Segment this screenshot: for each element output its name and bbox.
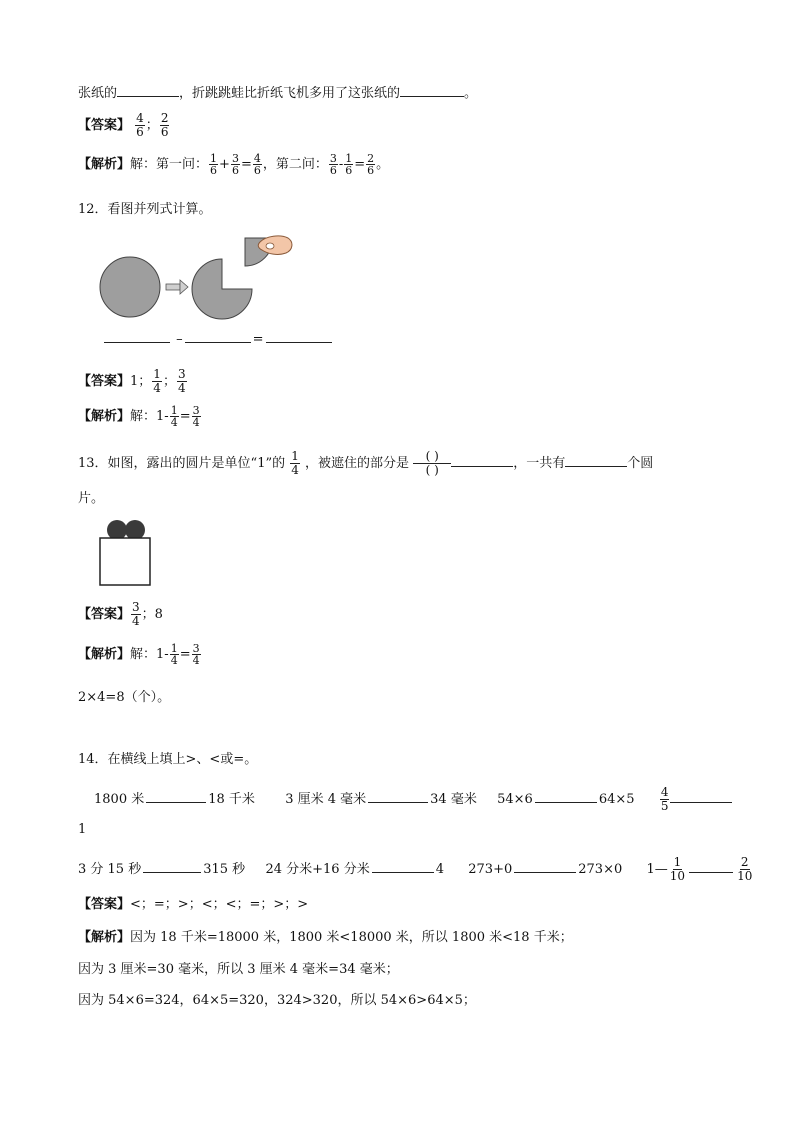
answer-tag: 【答案】 [78, 897, 131, 912]
fraction: $\frac{2}{6}$ [367, 152, 375, 177]
q12-analysis [78, 405, 202, 428]
equals-sign: = [354, 157, 366, 172]
analysis-lead: 解：1- [130, 647, 169, 662]
q14-blank [689, 872, 733, 873]
analysis-lead: 解：1- [130, 409, 169, 424]
q14-item: 24 分米+16 分米 [265, 862, 370, 877]
q11-text-2: ，折跳跳蛙比折纸飞机多用了这张纸的 [179, 86, 401, 101]
q11-continuation-line [78, 82, 477, 101]
analysis-tag: 【解析】 [78, 157, 131, 172]
q14-item: 315 秒 [203, 862, 246, 877]
fraction: $\frac{1}{4}$ [153, 367, 161, 395]
fraction: $\frac{1}{4}$ [170, 642, 178, 667]
analysis-tag: 【解析】 [78, 409, 131, 424]
q14-analysis-line-3: 因为 54×6=324，64×5=320，324>320，所以 54×6>64×5； [78, 993, 476, 1008]
minus-sign: — [654, 862, 668, 877]
q13-blank-1 [451, 466, 513, 467]
q13-text-1: 13．如图，露出的圆片是单位“1”的 [78, 456, 286, 471]
q13-text-4: 个圆 [627, 456, 654, 471]
separator: ； [162, 374, 176, 389]
three-quarter-circle [192, 259, 252, 319]
q13-calc-line: 2×4=8（个）。 [78, 690, 171, 705]
fraction: $\frac{2}{6}$ [160, 111, 169, 139]
q14-analysis-line-1 [78, 926, 573, 945]
q14-title: 14．在横线上填上>、<或=。 [78, 752, 258, 767]
fraction: $\frac{4}{6}$ [253, 152, 261, 177]
q14-blank [372, 872, 434, 873]
cover-box [100, 538, 150, 585]
q11-text-1: 张纸的 [78, 86, 118, 101]
q11-blank-1 [117, 96, 179, 97]
q12-answer [78, 368, 188, 395]
answer-tag: 【答案】 [78, 607, 131, 622]
separator: ； [145, 118, 159, 133]
analysis-end: 。 [376, 157, 390, 172]
q12-blank-3 [266, 342, 332, 343]
equals-sign: = [179, 647, 191, 662]
q12-blank-1 [104, 342, 170, 343]
q14-blank [670, 802, 732, 803]
q14-answer [78, 893, 308, 912]
answer-text: <；=；>；<；<；=；>；> [130, 897, 309, 912]
analysis-mid: ，第二问： [262, 157, 328, 172]
fraction: $\frac{2}{10}$ [737, 855, 753, 883]
q14-blank [514, 872, 576, 873]
fraction: $\frac{4}{6}$ [136, 111, 144, 139]
fraction: $\frac{1}{4}$ [291, 449, 299, 477]
minus-sign: - [338, 157, 344, 172]
answer-text: ；8 [141, 607, 163, 622]
hand-holding-quarter-icon [245, 236, 292, 266]
q14-analysis-line-2: 因为 3 厘米=30 毫米，所以 3 厘米 4 毫米=34 毫米； [78, 962, 399, 977]
equals-sign: = [179, 409, 191, 424]
fraction: $\frac{1}{10}$ [669, 855, 686, 883]
q13-title [78, 450, 653, 477]
fraction: $\frac{3}{4}$ [192, 642, 200, 667]
q13-title-line2: 片。 [78, 491, 105, 506]
q13-answer [78, 601, 163, 628]
q14-item: 3 分 15 秒 [78, 862, 142, 877]
minus-sign: – [176, 332, 183, 347]
analysis-tag: 【解析】 [78, 930, 131, 945]
q13-text-3: ，一共有 [513, 456, 566, 471]
q14-item: 18 千米 [208, 792, 255, 807]
q11-blank-2 [400, 96, 464, 97]
arrow-icon [166, 280, 188, 294]
fraction: $\frac{1}{6}$ [345, 152, 353, 177]
q13-figure [98, 518, 154, 588]
q13-blank-2 [565, 466, 627, 467]
answer-tag: 【答案】 [78, 118, 131, 133]
q14-row-1-wrap: 1 [78, 822, 87, 837]
visible-disc [107, 520, 127, 540]
q14-item: 54×6 [497, 792, 533, 807]
q14-item: 3 厘米 4 毫米 [285, 792, 367, 807]
plus-sign: + [219, 157, 230, 172]
q14-item: 273+0 [468, 862, 513, 877]
fraction: $\frac{3}{4}$ [132, 600, 140, 628]
analysis-tag: 【解析】 [78, 647, 131, 662]
fraction: $\frac{3}{6}$ [329, 152, 337, 177]
q14-blank [146, 802, 206, 803]
q14-item: 273×0 [578, 862, 623, 877]
q11-answer [78, 112, 170, 139]
fraction: $\frac{3}{6}$ [231, 152, 239, 177]
equals-sign: = [240, 157, 252, 172]
q14-item: 1800 米 [94, 792, 145, 807]
fraction: $\frac{4}{5}$ [660, 785, 669, 813]
q13-text-2: ，被遮住的部分是 [305, 456, 410, 471]
q14-blank [535, 802, 597, 803]
q12-title: 12．看图并列式计算。 [78, 202, 212, 217]
answer-tag: 【答案】 [78, 374, 131, 389]
q14-item: 34 毫米 [430, 792, 477, 807]
analysis-text: 因为 18 千米=18000 米，1800 米<18000 米，所以 1800 米<18 千米； [130, 930, 573, 945]
equals-sign: = [252, 332, 264, 347]
full-circle [100, 257, 160, 317]
q14-row-2 [78, 856, 754, 883]
q14-item: 1 [646, 862, 655, 877]
q11-analysis [78, 153, 389, 176]
analysis-lead: 解：第一问： [130, 157, 209, 172]
fraction: $\frac{1}{6}$ [210, 152, 218, 177]
q14-blank [143, 872, 201, 873]
answer-text: 1； [130, 374, 152, 389]
q11-text-3: 。 [464, 86, 478, 101]
fraction: $\frac{3}{4}$ [192, 404, 200, 429]
paren-fraction: $\frac{( )}{( )}$ [414, 450, 450, 477]
q13-analysis [78, 643, 202, 666]
fraction: $\frac{3}{4}$ [177, 367, 186, 395]
q12-blank-2 [185, 342, 251, 343]
visible-disc [125, 520, 145, 540]
q14-row-1 [94, 786, 732, 813]
q12-figure [90, 228, 320, 328]
q12-equation-blanks [104, 332, 332, 347]
fraction: $\frac{1}{4}$ [170, 404, 178, 429]
q14-item: 4 [435, 862, 444, 877]
q14-item: 64×5 [598, 792, 635, 807]
q14-blank [368, 802, 428, 803]
